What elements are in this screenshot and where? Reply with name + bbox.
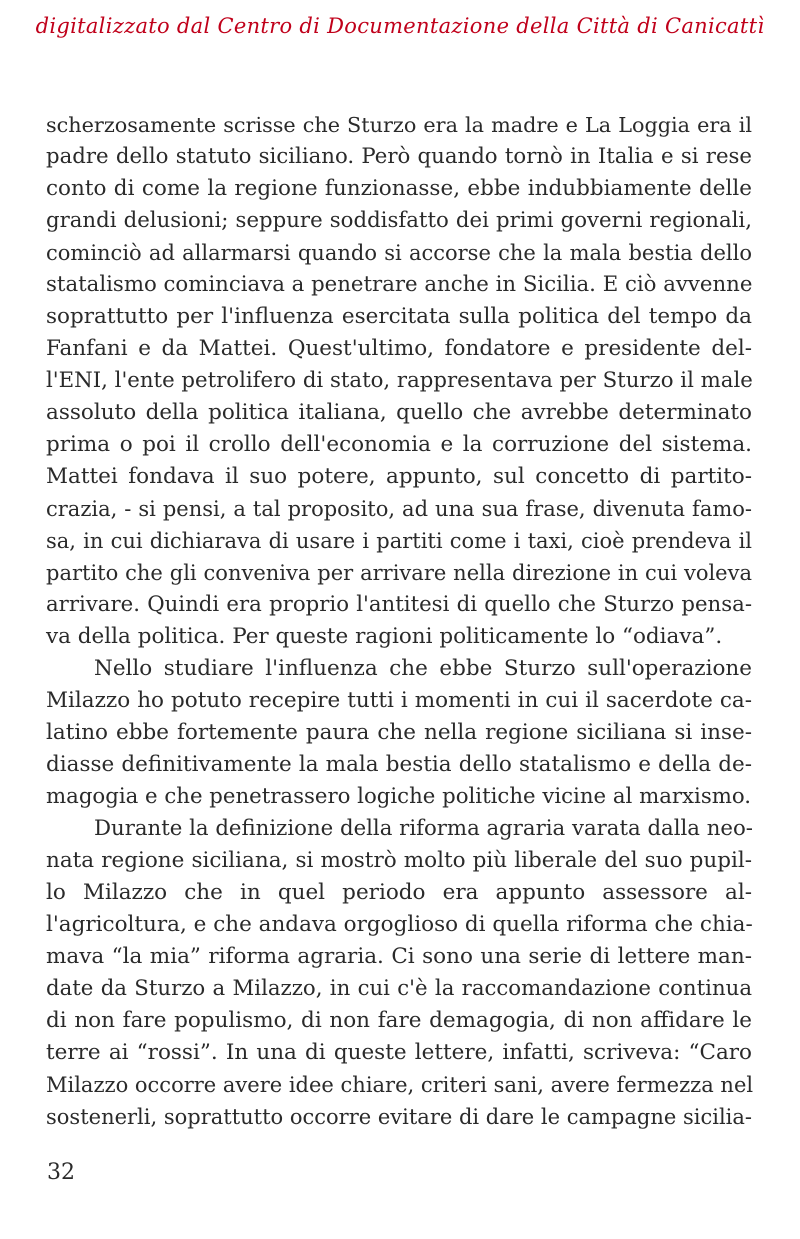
- page-number: 32: [47, 1160, 75, 1185]
- paragraph-end-line: va della politica. Per queste ragioni politicamente lo “odiava”.: [46, 624, 723, 649]
- text-line: diasse definitivamente la mala bestia dello statalismo e della de-: [46, 752, 752, 777]
- text-line: arrivare. Quindi era proprio l'antitesi di quello che Sturzo pensa-: [46, 592, 752, 617]
- text-line: soprattutto per l'influenza esercitata sulla politica del tempo da: [46, 304, 752, 329]
- paragraph-end-line: magogia e che penetrassero logiche politiche vicine al marxismo.: [46, 784, 752, 809]
- text-line: prima o poi il crollo dell'economia e la corruzione del sistema.: [46, 432, 752, 457]
- text-line: cominciò ad allarmarsi quando si accorse che la mala bestia dello: [46, 241, 752, 265]
- text-line: padre dello statuto siciliano. Però quando tornò in Italia e si rese: [46, 144, 752, 169]
- text-line: date da Sturzo a Milazzo, in cui c'è la raccomandazione continua: [46, 976, 752, 1001]
- text-line: latino ebbe fortemente paura che nella regione siciliana si inse-: [46, 720, 752, 745]
- paragraph-start-line: Durante la definizione della riforma agraria varata dalla neo-: [94, 816, 753, 841]
- text-line: sostenerli, soprattutto occorre evitare di dare le campagne sicilia-: [46, 1105, 752, 1129]
- text-line: mava “la mia” riforma agraria. Ci sono una serie di lettere man-: [46, 944, 752, 969]
- text-line: lo Milazzo che in quel periodo era appunto assessore al-: [46, 880, 752, 905]
- paragraph-start-line: Nello studiare l'influenza che ebbe Sturzo sull'operazione: [94, 656, 752, 681]
- text-line: l'agricoltura, e che andava orgoglioso di quella riforma che chia-: [46, 912, 753, 937]
- digitization-watermark: digitalizzato dal Centro di Documentazione della Città di Canicattì: [35, 14, 765, 38]
- text-line: sa, in cui dichiarava di usare i partiti come i taxi, cioè prendeva il: [46, 529, 752, 553]
- text-line: di non fare populismo, di non fare demagogia, di non affidare le: [46, 1008, 752, 1033]
- text-line: l'ENI, l'ente petrolifero di stato, rappresentava per Sturzo il male: [46, 368, 753, 393]
- text-line: terre ai “rossi”. In una di queste lettere, infatti, scriveva: “Caro: [46, 1040, 752, 1065]
- text-line: scherzosamente scrisse che Sturzo era la madre e La Loggia era il: [46, 113, 752, 137]
- text-line: conto di come la regione funzionasse, ebbe indubbiamente delle: [46, 176, 752, 201]
- text-line: grandi delusioni; seppure soddisfatto dei primi governi regionali,: [46, 208, 752, 233]
- text-line: statalismo cominciava a penetrare anche in Sicilia. E ciò avvenne: [46, 272, 753, 297]
- text-line: crazia, - si pensi, a tal proposito, ad una sua frase, divenuta famo-: [46, 497, 752, 521]
- text-line: nata regione siciliana, si mostrò molto più liberale del suo pupil-: [46, 848, 752, 873]
- text-line: Fanfani e da Mattei. Quest'ultimo, fondatore e presidente del-: [46, 336, 752, 361]
- text-line: partito che gli conveniva per arrivare nella direzione in cui voleva: [46, 561, 752, 585]
- text-line: Mattei fondava il suo potere, appunto, sul concetto di partito-: [46, 464, 752, 489]
- text-line: Milazzo ho potuto recepire tutti i momenti in cui il sacerdote ca-: [46, 688, 752, 713]
- text-line: assoluto della politica italiana, quello che avrebbe determinato: [46, 400, 752, 425]
- text-line: Milazzo occorre avere idee chiare, criteri sani, avere fermezza nel: [46, 1073, 754, 1097]
- page-body-text: [46, 109, 752, 1133]
